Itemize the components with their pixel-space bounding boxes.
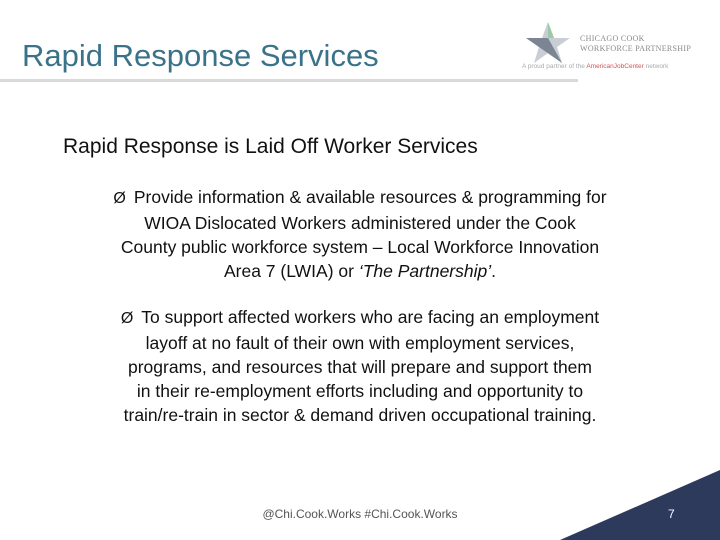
logo-name-line2: WORKFORCE PARTNERSHIP [580, 44, 692, 53]
bullet-line: WIOA Dislocated Workers administered under the Cook [144, 213, 576, 233]
arrow-bullet-icon: Ø [113, 190, 126, 207]
arrow-bullet-icon: Ø [120, 310, 134, 327]
bullet-line: Area 7 (LWIA) or [223, 261, 359, 281]
partnership-name: ‘The Partnership’ [358, 261, 492, 281]
slide-subtitle: Rapid Response is Laid Off Worker Services [63, 135, 478, 158]
bullet-line: train/re-train in sector & demand driven occupational training. [123, 405, 597, 425]
bullet-line: layoff at no fault of their own with employment services, [145, 333, 575, 353]
bullet-line: programs, and resources that will prepare and support them [128, 357, 592, 377]
bullet-line: Provide information & available resources & programming for [133, 187, 607, 207]
tagline-prefix: A proud partner of the [522, 63, 587, 70]
tagline-brand: AmericanJobCenter [586, 63, 644, 70]
logo-name-line1: CHICAGO COOK [580, 34, 645, 43]
bullet-line: County public workforce system – Local Workforce Innovation [120, 237, 600, 257]
footer-hashtags: @Chi.Cook.Works #Chi.Cook.Works [262, 507, 458, 521]
bullet-line-end: . [491, 261, 497, 281]
bullet-line: To support affected workers who are facing an employment [141, 307, 600, 327]
slide-title: Rapid Response Services [22, 38, 379, 73]
page-number: 7 [668, 507, 675, 521]
tagline-suffix: network [643, 63, 669, 70]
bullet-line: in their re-employment efforts including and opportunity to [136, 381, 584, 401]
